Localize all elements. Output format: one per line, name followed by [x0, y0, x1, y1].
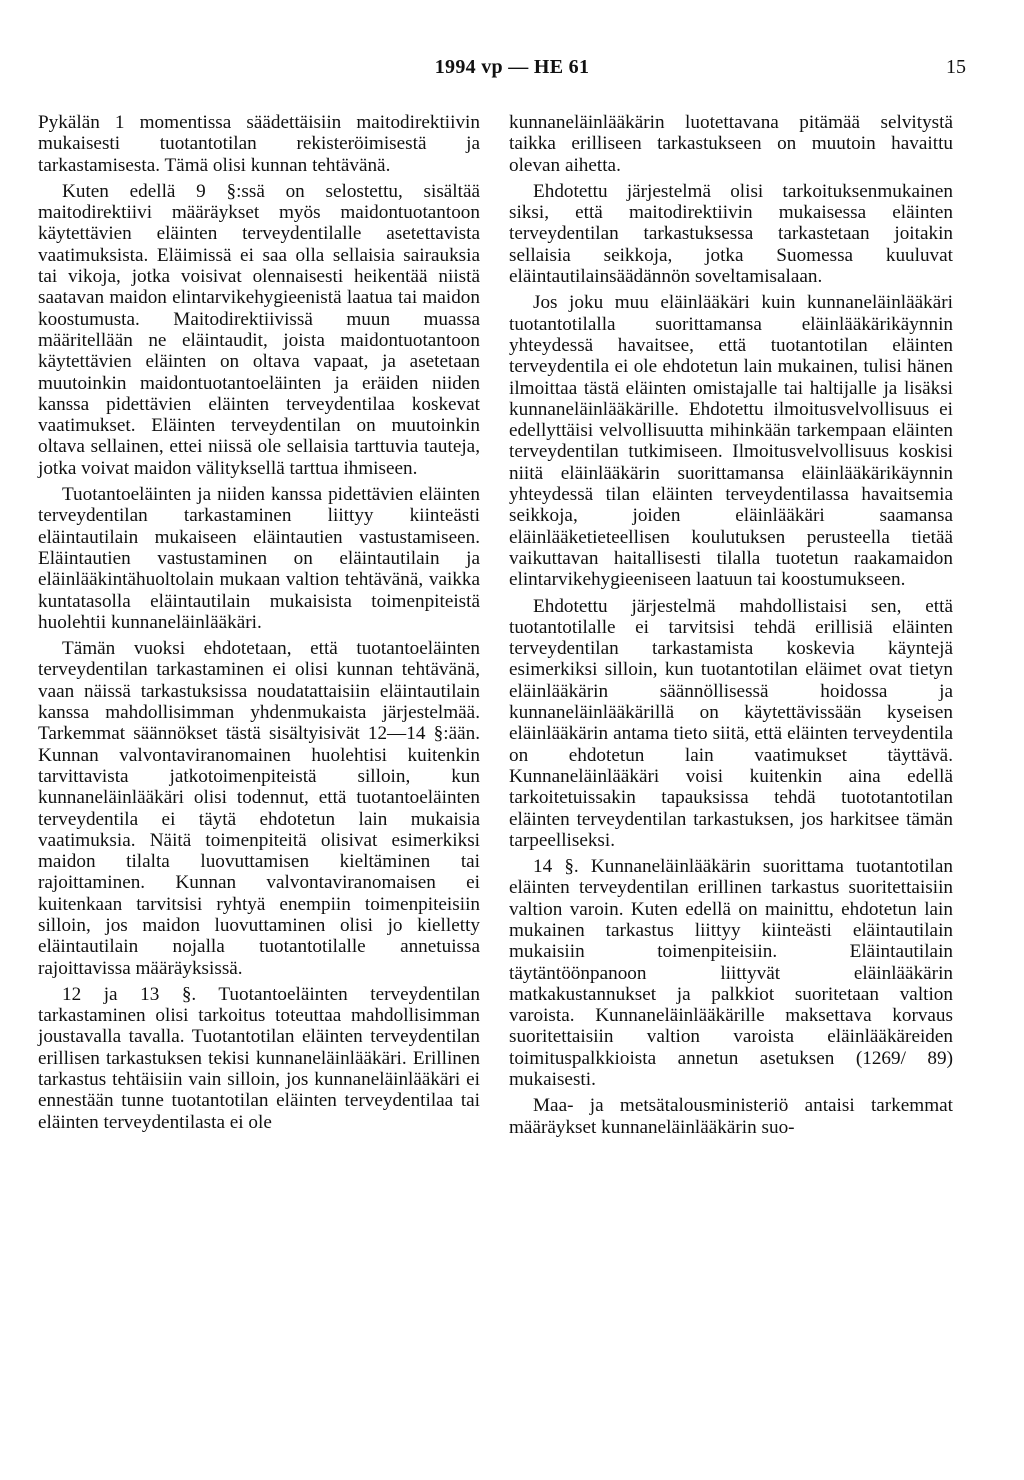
page-number: 15	[946, 56, 966, 78]
paragraph: kunnaneläinlääkärin luotettavana pitämää selvitystä taikka erilliseen tarkastukseen on muutoin havaittu olevan aihetta.	[509, 112, 953, 176]
paragraph: 14 §. Kunnaneläinlääkärin suorittama tuotantotilan eläinten terveydentilan erillinen tarkastus suoritettaisiin valtion varoin. Kuten edellä on mainittu, ehdotetun lain mukainen tarkastus liittyy kiinteästi eläintautilain mukaisiin toimenpiteisiin. Eläintautilain täytäntöönpanoon liittyvät eläinlääkärin matkakustannukset ja palkkiot suoritetaan valtion varoista. Kunnaneläinlääkärille maksettava korvaus suoritettaisiin valtion varoista eläinlääkäreiden toimituspalkkioista annetun asetuksen (1269/ 89) mukaisesti.	[509, 856, 953, 1091]
paragraph: Kuten edellä 9 §:ssä on selostettu, sisältää maitodirektiivi määräykset myös maidontuotantoon käytettävien eläinten terveydentilalle asetettavista vaatimuksista. Eläimissä ei saa olla sellaisia sairauksia tai vikoja, jotka voisivat olennaisesti heikentää niistä saatavan maidon elintarvikehygieenistä laatua tai maidon koostumusta. Maitodirektiivissä muun muassa määritellään ne eläintaudit, joista maidontuotantoon käytettävien eläinten on oltava vapaat, ja asetetaan muutoinkin maidontuotantoeläinten ja eräiden niiden kanssa pidettävien eläinten terveydentilaa koskevat vaatimukset. Eläinten terveydentilan on muutoinkin oltava sellainen, ettei niissä ole sellaisia tarttuvia tauteja, jotka voivat maidon välityksellä tarttua ihmiseen.	[38, 180, 480, 479]
paragraph: Ehdotettu järjestelmä mahdollistaisi sen, että tuotantotilalle ei tarvitsisi tehdä erillisiä eläinten terveydentilan tarkastamista koskevia käyntejä esimerkiksi silloin, kun tuotantotilan eläimet ovat tietyn eläinlääkärin säännöllisessä hoidossa ja kunnaneläinlääkärillä on käytettävissään kyseisen eläinlääkärin antama tieto siitä, että eläinten terveydentila on ehdotetun lain vaatimukset täyttävä. Kunnaneläinlääkäri voisi kuitenkin aina edellä tarkoitetuissakin tapauksissa tehdä tuototantotilan eläinten terveydentilan tarkastuksen, jos harkitsee tämän tarpeelliseksi.	[509, 595, 953, 851]
right-column	[509, 112, 953, 1143]
paragraph: Ehdotettu järjestelmä olisi tarkoituksenmukainen siksi, että maitodirektiivin mukaisessa eläinten terveydentilan tarkastuksessa tarkastetaan joitakin sellaisia seikkoja, jotka Suomessa kuuluvat eläintautilainsäädännön soveltamisalaan.	[509, 180, 953, 288]
running-header	[0, 56, 1024, 86]
paragraph: 12 ja 13 §. Tuotantoeläinten terveydentilan tarkastaminen olisi tarkoitus toteuttaa mahdollisimman joustavalla tavalla. Tuotantotilan eläinten terveydentilan erillisen tarkastuksen tekisi kunnaneläinlääkäri. Erillinen tarkastus tehtäisiin vain silloin, jos kunnaneläinlääkäri ei ennestään tunne tuotantotilan eläinten terveydentilaa tai eläinten terveydentilasta ei ole	[38, 983, 480, 1133]
paragraph: Tuotantoeläinten ja niiden kanssa pidettävien eläinten terveydentilan tarkastaminen liittyy kiinteästi eläintautilain mukaiseen eläintautien vastustamiseen. Eläintautien vastustaminen on eläintautilain ja eläinlääkintähuoltolain mukaan valtion tehtävänä, vaikka kuntatasolla eläintautilain mukaisista toimenpiteistä huolehtii kunnaneläinlääkäri.	[38, 484, 480, 633]
paragraph: Maa- ja metsätalousministeriö antaisi tarkemmat määräykset kunnaneläinlääkärin suo-	[509, 1095, 953, 1138]
left-column	[38, 112, 480, 1138]
running-title: 1994 vp — HE 61	[434, 56, 590, 78]
paragraph: Tämän vuoksi ehdotetaan, että tuotantoeläinten terveydentilan tarkastaminen ei olisi kunnan tehtävänä, vaan näissä tarkastuksissa noudatattaisiin eläintautilain kanssa mahdollisimman yhdenmukaista järjestelmää. Tarkemmat säännökset tästä sisältyisivät 12—14 §:ään. Kunnan valvontaviranomainen huolehtisi kuitenkin tarvittavista jatkotoimenpiteistä silloin, kun kunnaneläinlääkäri olisi todennut, että tuotantoeläinten terveydentila ei täytä ehdotetun lain mukaisia vaatimuksia. Näitä toimenpiteitä olisivat esimerkiksi maidon tilalta luovuttamisen kieltäminen tai rajoittaminen. Kunnan valvontaviranomaisen ei kuitenkaan tarvitsisi ryhtyä enempiin toimenpiteisiin silloin, jos maidon luovuttaminen olisi jo kielletty eläintautilain nojalla tuotantotilalle annetuissa rajoittavissa määräyksissä.	[38, 638, 480, 979]
paragraph: Jos joku muu eläinlääkäri kuin kunnaneläinlääkäri tuotantotilalla suorittamansa eläinlääkärikäynnin yhteydessä havaitsee, että tuotantotilan eläinten terveydentila ei ole ehdotetun lain mukainen, tulisi hänen ilmoittaa tästä eläinten omistajalle tai haltijalle ja lisäksi kunnaneläinlääkärille. Ehdotettu ilmoitusvelvollisuus ei edellyttäisi velvollisuutta mihinkään tarkempaan eläinten terveydentilan tutkimiseen. Ilmoitusvelvollisuus koskisi niitä eläinlääkärin suorittamansa eläinlääkärikäynnin yhteydessä tilan eläinten terveydentilassa havaitsemia seikkoja, joiden eläinlääkäri saamansa eläinlääketieteellisen koulutuksen perusteella tietää vaikuttavan haitallisesti tilalla tuotetun raakamaidon elintarvikehygieeniseen laatuun tai koostumukseen.	[509, 292, 953, 591]
paragraph: Pykälän 1 momentissa säädettäisiin maitodirektiivin mukaisesti tuotantotilan rekisteröimisestä ja tarkastamisesta. Tämä olisi kunnan tehtävänä.	[38, 112, 480, 176]
